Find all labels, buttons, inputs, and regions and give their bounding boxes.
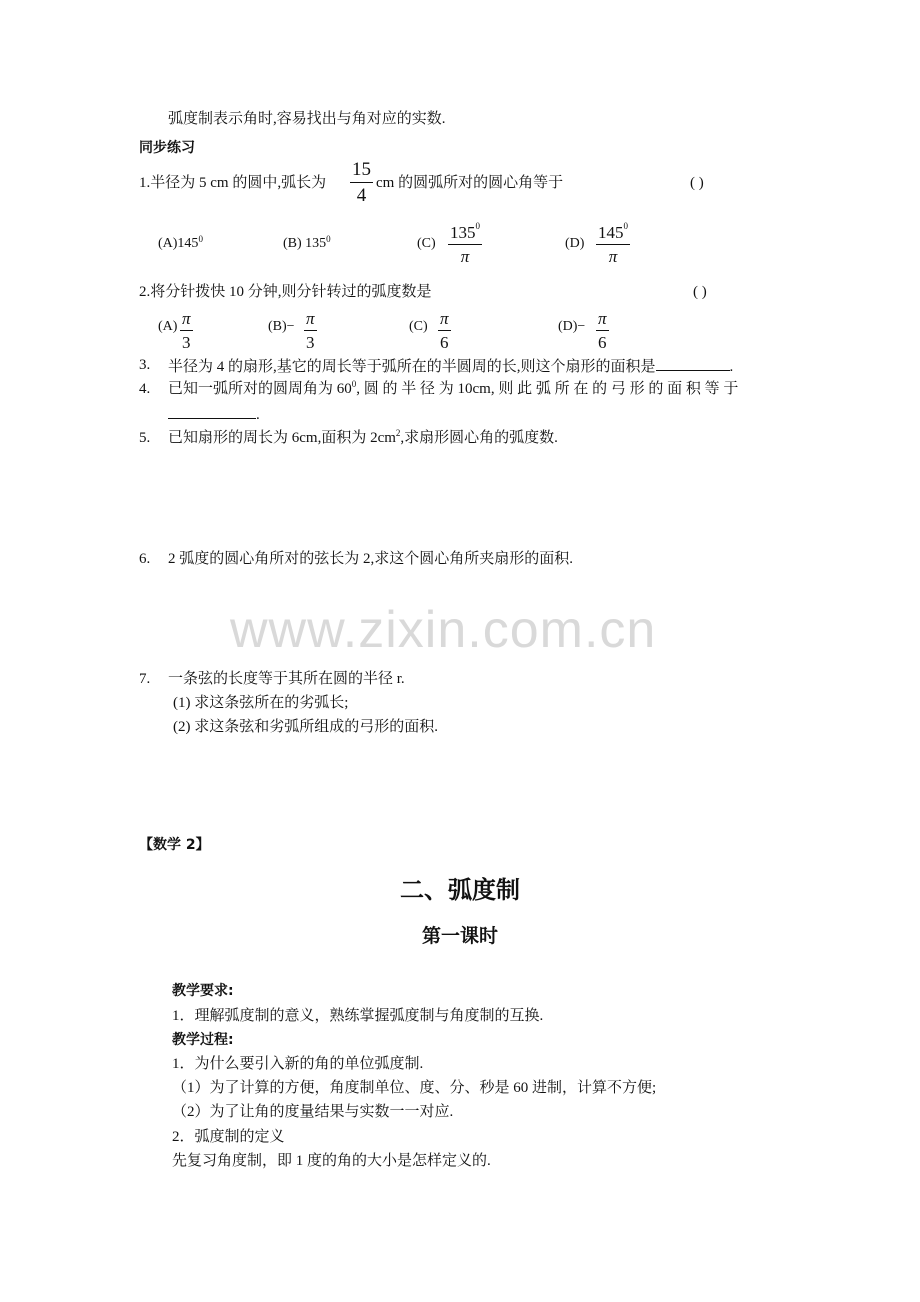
book-tag: 【数学 2】: [139, 837, 210, 853]
q1-suffix: cm 的圆弧所对的圆心角等于: [376, 175, 564, 191]
q1-option-b-text: (B) 135: [283, 236, 327, 251]
q1-option-a: [158, 234, 203, 251]
q1-answer-paren: ( ): [690, 175, 704, 191]
q7-number: 7.: [139, 671, 151, 687]
lesson-title: 第一课时: [421, 925, 498, 947]
q5-text-a: 已知扇形的周长为 6cm,面积为 2cm: [168, 430, 396, 446]
degree-sup: 0: [326, 234, 331, 244]
q1-option-d-label: (D): [565, 236, 585, 251]
q5-number: 5.: [139, 430, 151, 446]
q2-option-d-den: 6: [598, 333, 607, 352]
q1-option-a-text: (A)145: [158, 236, 199, 251]
degree-sup: 0: [198, 234, 203, 244]
process-1a: （1）为了计算的方便，角度制单位、度、分、秒是 60 进制，计算不方便;: [172, 1080, 657, 1096]
fraction-bar: [304, 330, 317, 331]
q4-text: [168, 379, 739, 397]
q2-option-d-label: (D)−: [558, 319, 586, 334]
q2-option-d-fraction: [596, 310, 609, 351]
chapter-title: 二、弧度制: [400, 875, 520, 904]
q2-option-c-label: (C): [409, 319, 428, 334]
q1-option-c-label: (C): [417, 236, 436, 251]
q1-fraction: [350, 160, 373, 205]
answer-blank[interactable]: [656, 358, 730, 371]
fraction-bar: [596, 244, 630, 245]
q2-option-b-num: π: [306, 309, 315, 328]
q2-option-c-den: 6: [440, 333, 449, 352]
degree-sup: 0: [623, 221, 628, 231]
q2-option-d-num: π: [598, 309, 607, 328]
q6-text: 2 弧度的圆心角所对的弦长为 2,求这个圆心角所夹扇形的面积.: [168, 551, 574, 567]
q7-sub-1: (1) 求这条弦所在的劣弧长;: [173, 695, 349, 711]
q4-end: .: [256, 407, 260, 423]
q2-option-a-num: π: [182, 309, 191, 328]
q4-answer-line: [168, 406, 260, 423]
degree-sup: 0: [475, 221, 480, 231]
section-title: 同步练习: [139, 140, 195, 156]
process-1: 1．为什么要引入新的角的单位弧度制.: [172, 1056, 424, 1072]
q1-prefix: 1.半径为 5 cm 的圆中,弧长为: [139, 175, 327, 191]
q4-text-b: , 圆 的 半 径 为 10cm, 则 此 弧 所 在 的 弓 形 的 面 积 等 于: [356, 381, 739, 397]
q2-option-c-num: π: [440, 309, 449, 328]
q2-option-a-den: 3: [182, 333, 191, 352]
requirements-heading: 教学要求:: [172, 983, 234, 999]
q2-option-b-fraction: [304, 310, 317, 351]
q2-option-b-label: (B)−: [268, 319, 295, 334]
q3-text-body: 半径为 4 的扇形,基它的周长等于弧所在的半圆周的长,则这个扇形的面积是: [168, 359, 656, 375]
q1-option-b: [283, 234, 331, 251]
requirement-1: 1．理解弧度制的意义，熟练掌握弧度制与角度制的互换.: [172, 1008, 544, 1024]
intro-line: 弧度制表示角时,容易找出与角对应的实数.: [168, 111, 446, 127]
q2-text: 2.将分针拨快 10 分钟,则分针转过的弧度数是: [139, 284, 432, 300]
q2-option-a-label: (A): [158, 319, 178, 334]
degree-sup: 0: [351, 379, 357, 389]
q2-answer-paren: ( ): [693, 284, 707, 300]
q6-number: 6.: [139, 551, 151, 567]
q7-sub-2: (2) 求这条弦和劣弧所组成的弓形的面积.: [173, 719, 438, 735]
q1-option-d-num: 145: [598, 223, 624, 242]
process-heading: 教学过程:: [172, 1032, 234, 1048]
fraction-bar: [596, 330, 609, 331]
q4-number: 4.: [139, 381, 151, 397]
q1-option-c-num: 135: [450, 223, 476, 242]
q1-option-c-den: π: [460, 247, 470, 266]
q4-text-a: 已知一弧所对的圆周角为 60: [168, 381, 352, 397]
q1-option-c-fraction: [448, 221, 482, 266]
q1-option-d-den: π: [608, 247, 618, 266]
q3-text: [168, 358, 733, 375]
process-1b: （2）为了让角的度量结果与实数一一对应.: [172, 1104, 454, 1120]
process-2a: 先复习角度制，即 1 度的角的大小是怎样定义的.: [172, 1153, 491, 1169]
q1-frac-den: 4: [356, 185, 367, 206]
fraction-bar: [438, 330, 451, 331]
q7-text: 一条弦的长度等于其所在圆的半径 r.: [168, 671, 405, 687]
fraction-bar: [350, 182, 373, 183]
fraction-bar: [448, 244, 482, 245]
q1-option-d-fraction: [596, 221, 630, 266]
q2-option-a-fraction: [180, 310, 193, 351]
q5-text: [168, 428, 558, 446]
q3-end: .: [729, 359, 734, 375]
fraction-bar: [180, 330, 193, 331]
squared-sup: 2: [395, 428, 401, 438]
q3-number: 3.: [139, 357, 151, 373]
q2-option-b-den: 3: [306, 333, 315, 352]
process-2: 2．弧度制的定义: [172, 1129, 285, 1145]
answer-blank[interactable]: [168, 406, 256, 419]
watermark: www.zixin.com.cn: [230, 601, 657, 659]
q5-text-b: ,求扇形圆心角的弧度数.: [400, 430, 558, 446]
q2-option-c-fraction: [438, 310, 451, 351]
q1-frac-num: 15: [352, 159, 371, 180]
